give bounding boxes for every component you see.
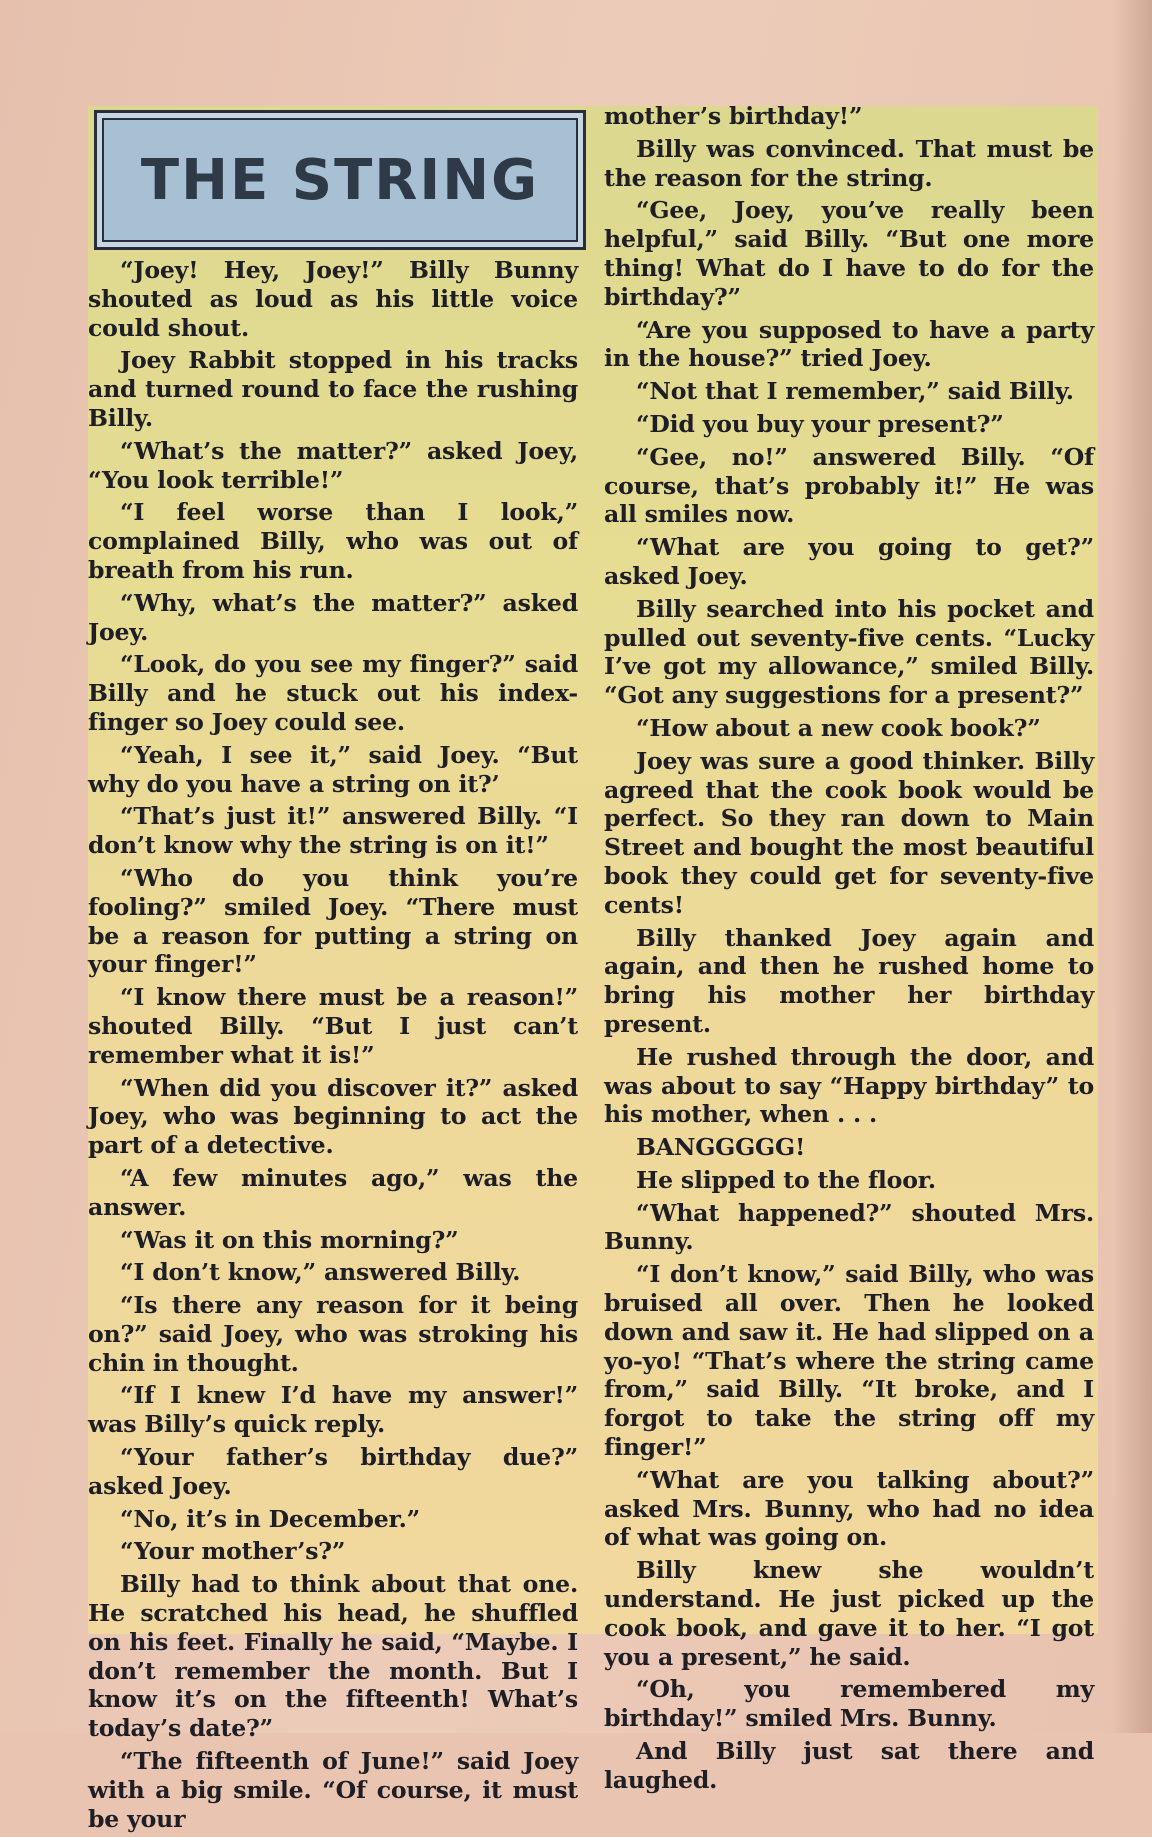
paragraph: Billy had to think about that one. He scratched his head, he shuffled on his feet. Finally he said, “Maybe. I don’t remember the month. But I know it’s on the fifteenth! What’s today’s date?” (88, 1570, 578, 1743)
paragraph: “Oh, you remembered my birthday!” smiled Mrs. Bunny. (604, 1675, 1094, 1733)
paragraph-continuation: mother’s birthday!” (604, 102, 863, 130)
left-column (88, 256, 578, 1837)
paragraph: Joey was sure a good thinker. Billy agreed that the cook book would be perfect. So they ran down to Main Street and bought the most beautiful book they could get for seventy-five cents! (604, 746, 1094, 919)
paragraph: “The fifteenth of June!” said Joey with a big smile. “Of course, it must be your (88, 1747, 578, 1833)
paragraph: “Did you buy your present?” (636, 409, 1004, 438)
paragraph: “I know there must be a reason!” shouted Billy. “But I just can’t remember what it is!” (88, 983, 578, 1069)
paragraph: “Gee, no!” answered Billy. “Of course, that’s probably it!” He was all smiles now. (604, 442, 1094, 529)
paragraph: “Is there any reason for it being on?” said Joey, who was stroking his chin in thought. (88, 1291, 578, 1377)
paragraph: “Was it on this morning?” (120, 1225, 459, 1254)
paragraph: “When did you discover it?” asked Joey, who was beginning to act the part of a detective. (88, 1073, 578, 1160)
paragraph: “Who do you think you’re fooling?” smiled Joey. “There must be a reason for putting a string on your finger!” (88, 863, 578, 979)
paragraph: “If I knew I’d have my answer!” was Billy’s quick reply. (88, 1381, 578, 1439)
paragraph: “No, it’s in December.” (120, 1504, 420, 1533)
paragraph: “Joey! Hey, Joey!” Billy Bunny shouted as loud as his little voice could shout. (88, 256, 578, 342)
paragraph: “Your mother’s?” (120, 1537, 346, 1566)
paragraph: “Not that I remember,” said Billy. (636, 377, 1074, 406)
paragraph: “Yeah, I see it,” said Joey. “But why do you have a string on it?’ (88, 740, 578, 798)
paragraph: “I feel worse than I look,” complained Billy, who was out of breath from his run. (88, 498, 578, 584)
paragraph: “Look, do you see my finger?” said Billy and he stuck out his index-finger so Joey could see. (88, 650, 578, 736)
paragraph: “Are you supposed to have a party in the house?” tried Joey. (604, 315, 1094, 373)
paragraph: “I don’t know,” said Billy, who was bruised all over. Then he looked down and saw it. He had slipped on a yo-yo! “That’s where the string came from,” said Billy. “It broke, and I forgot to take the string off my finger!” (604, 1260, 1094, 1462)
paragraph: “That’s just it!” answered Billy. “I don’t know why the string is on it!” (88, 802, 578, 860)
paragraph: “How about a new cook book?” (636, 713, 1041, 742)
paragraph: “What are you going to get?” asked Joey. (604, 533, 1094, 590)
story-text-block (88, 102, 1098, 1833)
right-column (604, 102, 1094, 1799)
paragraph: Billy knew she wouldn’t understand. He just picked up the cook book, and gave it to her. “I got you a present,” he said. (604, 1556, 1094, 1671)
paragraph: “I don’t know,” answered Billy. (120, 1258, 521, 1287)
paragraph: “What are you talking about?” asked Mrs. Bunny, who had no idea of what was going on. (604, 1465, 1094, 1552)
paragraph: BANGGGGG! (636, 1133, 806, 1162)
story-title: THE STRING (140, 147, 540, 213)
paragraph: He slipped to the floor. (636, 1165, 936, 1194)
paragraph: “Your father’s birthday due?” asked Joey. (88, 1443, 578, 1500)
paragraph: “Gee, Joey, you’ve really been helpful,” said Billy. “But one more thing! What do I have to do for the birthday?” (604, 196, 1094, 311)
paragraph: Billy thanked Joey again and again, and then he rushed home to bring his mother her birthday present. (604, 923, 1094, 1038)
paragraph: And Billy just sat there and laughed. (604, 1737, 1094, 1794)
title-box (94, 110, 586, 250)
paragraph: Billy searched into his pocket and pulled out seventy-five cents. “Lucky I’ve got my allowance,” smiled Billy. “Got any suggestions for a present?” (604, 594, 1094, 710)
paragraph: “What’s the matter?” asked Joey, “You look terrible!” (88, 436, 578, 494)
paragraph: He rushed through the door, and was about to say “Happy birthday” to his mother, when . . . (604, 1042, 1094, 1129)
paragraph: “Why, what’s the matter?” asked Joey. (88, 588, 578, 646)
paragraph: Billy was convinced. That must be the reason for the string. (604, 134, 1094, 192)
paragraph: “A few minutes ago,” was the answer. (88, 1163, 578, 1221)
paragraph: “What happened?” shouted Mrs. Bunny. (604, 1198, 1094, 1256)
paragraph: Joey Rabbit stopped in his tracks and turned round to face the rushing Billy. (88, 346, 578, 432)
